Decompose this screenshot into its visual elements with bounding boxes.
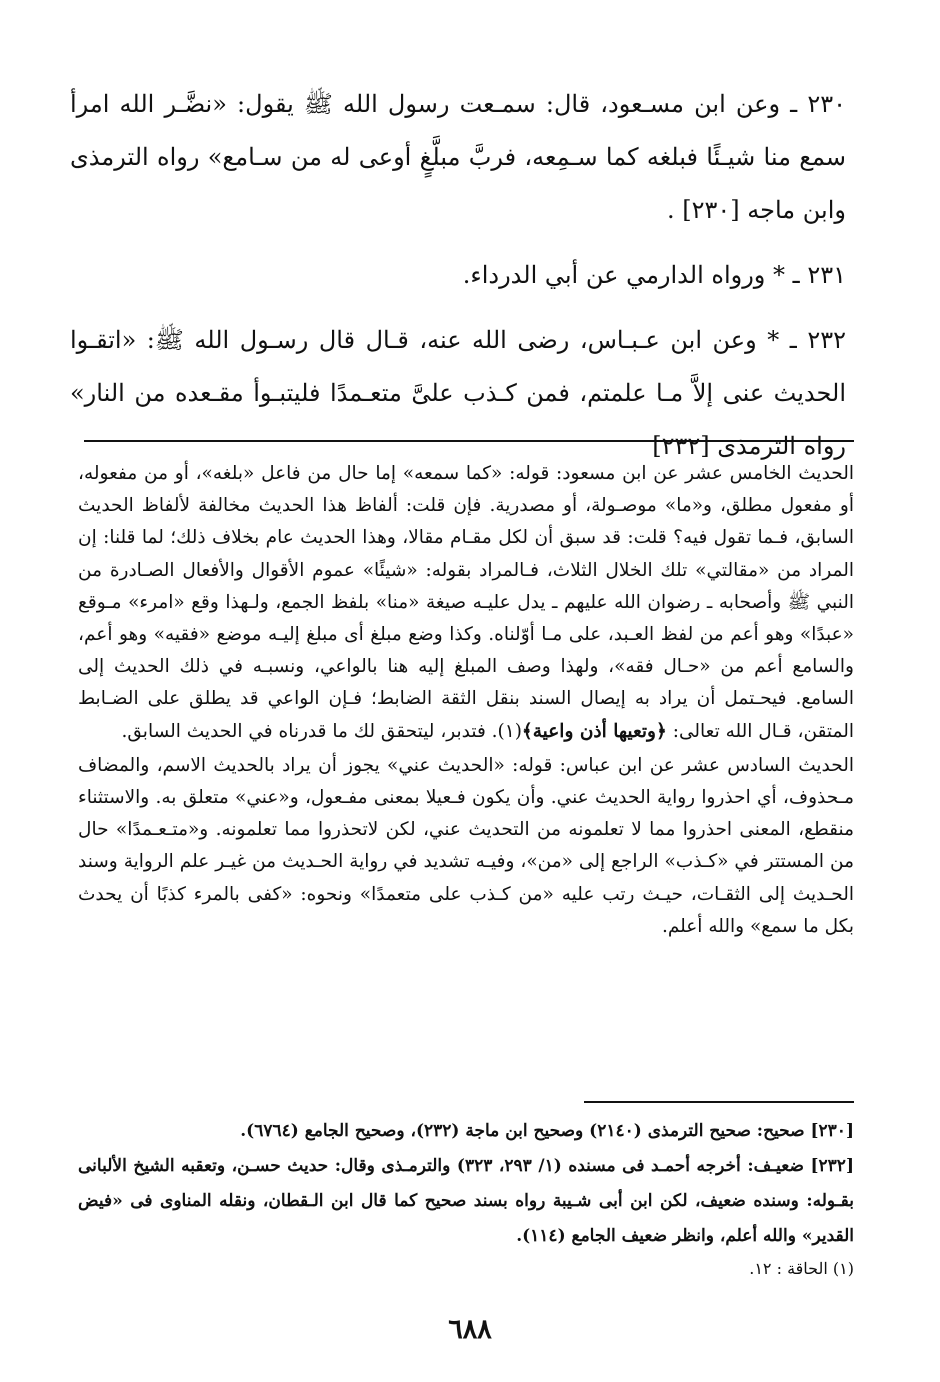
commentary-divider — [84, 440, 854, 442]
commentary-15-end: (١). فتدبر، ليتحقق لك ما قدرناه في الحديث السابق. — [121, 720, 522, 742]
commentary-paragraph-16: الحديث السادس عشر عن ابن عباس: قوله: «الحديث عني» يجوز أن يراد بالحديث الاسم، والمضاف مـحذوف، أي احذروا رواية الحديث عني. وأن يكون فـعيلا بمعنى مفـعول، و«عني» متعلق به. والاستثناء منقطع، المعنى احذروا مما لا تعلمونه من التحديث عني، لكن لاتحذروا مما تعلمونه. و«متـعـمدًا» حال من المستتر في «كـذب» الراجع إلى «من»، وفيـه تشديد في رواية الحـديث من غيـر علم الرواية وسند الحـديث إلى الثقـات، حيـث رتب عليه «من كـذب على متعمدًا» ونحوه: «كفى بالمرء كذبًا أن يحدث بكل ما سمع» والله أعلم. — [78, 754, 854, 937]
page-number: ٦٨٨ — [448, 1314, 492, 1345]
footnote-divider — [584, 1101, 854, 1103]
hadith-231: ٢٣١ ـ * ورواه الدارمي عن أبي الدرداء. — [462, 261, 846, 289]
footnote-quran-ref: (١) الحاقة : ١٢. — [749, 1259, 854, 1278]
quran-quote: ﴿وتعيها أذن واعية﴾ — [521, 720, 667, 742]
commentary-paragraph-15 — [78, 458, 854, 748]
footnote-230: [٢٣٠] صحيح: صحيح الترمذى (٢١٤٠) وصحيح ابن ماجة (٢٣٢)، وصحيح الجامع (٦٧٦٤). — [240, 1121, 854, 1141]
footnote-232: [٢٣٢] ضعيـف: أخرجه أحمـد فى مسنده (١/ ٢٩٣، ٣٢٣) والترمـذى وقال: حديث حسـن، وتعقبه الشيخ الألبانى بقـوله: وسنده ضعيف، لكن ابن أبى شـيبة رواه بسند صحيح كما قال ابن الـقطان، ونقله المناوى فى «فيض القدير» والله أعلم، وانظر ضعيف الجامع (١١٤). — [78, 1156, 854, 1246]
hadith-232: ٢٣٢ ـ * وعن ابن عـبـاس، رضى الله عنه، قـال قال رسـول الله ﷺ: «اتقـوا الحديث عنى إلاَّ مـا علمتم، فمن كـذب علىَّ متعـمدًا فليتبـوأ مقـعده من النار» رواه الترمذى [٢٣٢] — [70, 326, 846, 460]
hadith-text-block — [70, 78, 846, 485]
footnotes-block — [78, 1114, 854, 1284]
hadith-230: ٢٣٠ ـ وعن ابن مسـعود، قال: سمـعت رسول الله ﷺ يقول: «نضَّـر الله امرأ سمع منا شيـئًا فبلغه كما سـمِعه، فربَّ مبلَّغٍ أوعى له من سـامع» رواه الترمذى وابن ماجه [٢٣٠] . — [70, 90, 847, 224]
commentary-block — [78, 458, 854, 943]
commentary-15-text: الحديث الخامس عشر عن ابن مسعود: قوله: «كما سمعه» إما حال من فاعل «بلغه»، أو من مفعوله، أو مفعول مطلق، و«ما» موصـولة، أو مصدرية. فإن قلت: ألفاظ هذا الحديث مخالفة لألفاظ الحديث السابق، فـما تقول فيه؟ قلت: قد سبق أن لكل مقـام مقالا، وهذا الحديث عام بخلاف ذلك؛ لما قلنا: إن المراد من «مقالتي» تلك الخلال الثلاث، فـالمراد بقوله: «شيئًا» عموم الأقوال والأفعال الصـادرة من النبي ﷺ وأصحابه ـ رضوان الله عليهم ـ يدل عليـه صيغة «منا» بلفظ الجمع، ولـهذا وقع «امرء» مـوقع «عبدًا» وهو أعم من لفظ العـبد، على مـا أوّلناه. وكذا وضع مبلغ أى مبلغ إليـه موضع «فقيه» وهو أعم، والسامع أعم من «حـال فقه»، ولهذا وصف المبلغ إليه هنا بالواعي، ونسبـه في ذلك الحديث إلى السامع. فيحـتمل أن يراد به إيصال السند بنقل الثقة الضابط؛ فـإن الواعي قد يطلق على الضـابط المتقن، قـال الله تعالى: — [78, 463, 854, 742]
